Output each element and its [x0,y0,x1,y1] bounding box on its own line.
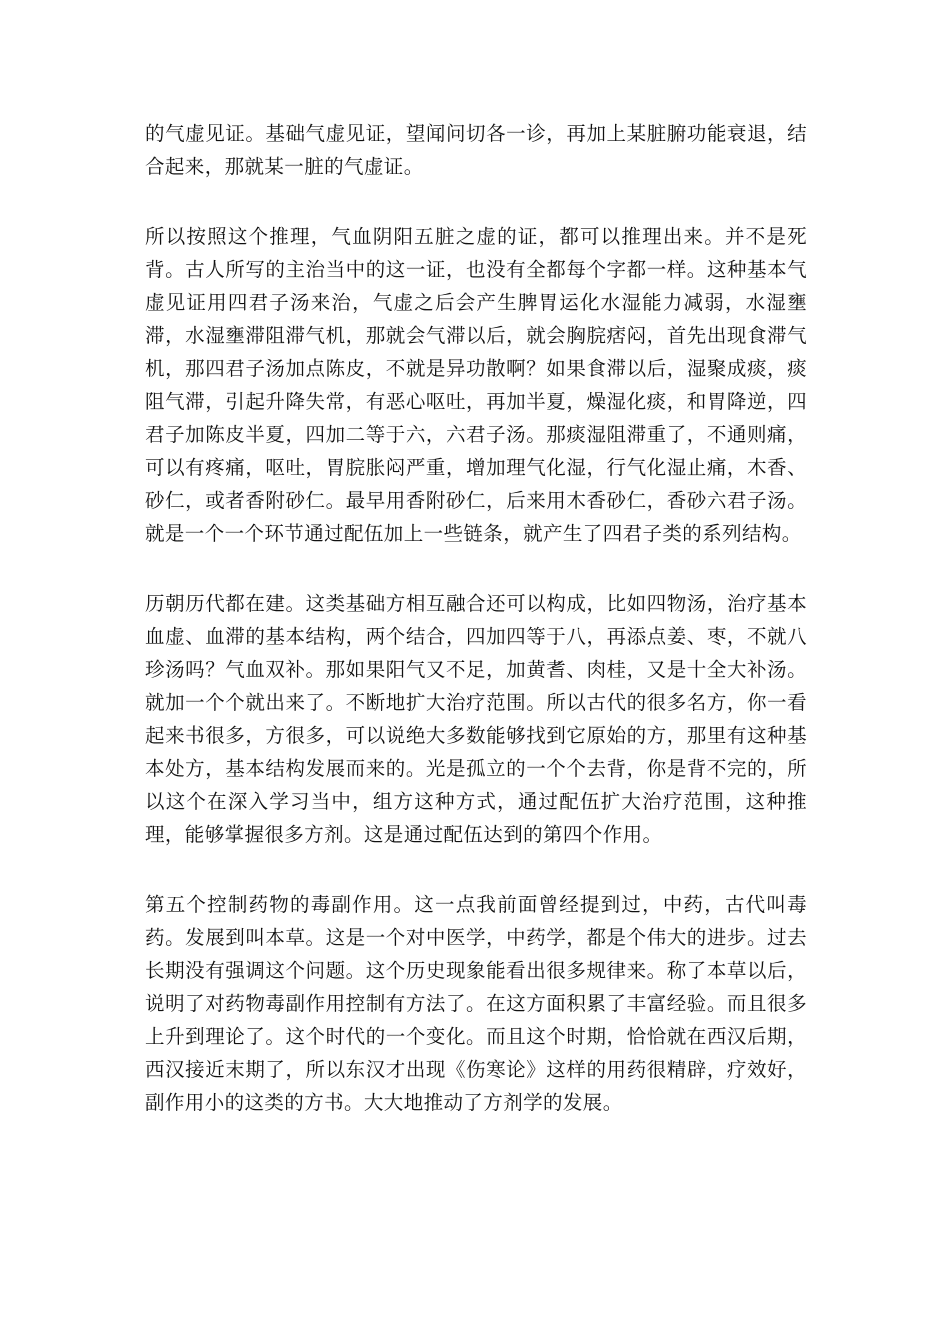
paragraph-1: 的气虚见证。基础气虚见证，望闻问切各一诊，再加上某脏腑功能衰退，结合起来，那就某一脏的气虚证。 [145,122,807,178]
document-body [145,117,807,1156]
paragraph-2: 所以按照这个推理，气血阴阳五脏之虚的证，都可以推理出来。并不是死背。古人所写的主治当中的这一证，也没有全都每个字都一样。这种基本气虚见证用四君子汤来治，气虚之后会产生脾胃运化水湿能力减弱，水湿壅滞，水湿壅滞阻滞气机，那就会气滞以后，就会胸脘痞闷，首先出现食滞气机，那四君子汤加点陈皮，不就是异功散啊？如果食滞以后，湿聚成痰，痰阻气滞，引起升降失常，有恶心呕吐，再加半夏，燥湿化痰，和胃降逆，四君子加陈皮半夏，四加二等于六，六君子汤。那痰湿阻滞重了，不通则痛，可以有疼痛，呕吐，胃脘胀闷严重，增加理气化湿，行气化湿止痛，木香、砂仁，或者香附砂仁。最早用香附砂仁，后来用木香砂仁，香砂六君子汤。就是一个一个环节通过配伍加上一些链条，就产生了四君子类的系列结构。 [145,225,807,545]
paragraph-4: 第五个控制药物的毒副作用。这一点我前面曾经提到过，中药，古代叫毒药。发展到叫本草。这是一个对中医学，中药学，都是个伟大的进步。过去长期没有强调这个问题。这个历史现象能看出很多规律来。称了本草以后，说明了对药物毒副作用控制有方法了。在这方面积累了丰富经验。而且很多上升到理论了。这个时代的一个变化。而且这个时期，恰恰就在西汉后期，西汉接近末期了，所以东汉才出现《伤寒论》这样的用药很精辟，疗效好，副作用小的这类的方书。大大地推动了方剂学的发展。 [145,893,807,1114]
paragraph-3: 历朝历代都在建。这类基础方相互融合还可以构成，比如四物汤，治疗基本血虚、血滞的基本结构，两个结合，四加四等于八，再添点姜、枣，不就八珍汤吗？气血双补。那如果阳气又不足，加黄耆、肉桂，又是十全大补汤。就加一个个就出来了。不断地扩大治疗范围。所以古代的很多名方，你一看起来书很多，方很多，可以说绝大多数能够找到它原始的方，那里有这种基本处方，基本结构发展而来的。光是孤立的一个个去背，你是背不完的，所以这个在深入学习当中，组方这种方式，通过配伍扩大治疗范围，这种推理，能够掌握很多方剂。这是通过配伍达到的第四个作用。 [145,592,807,846]
